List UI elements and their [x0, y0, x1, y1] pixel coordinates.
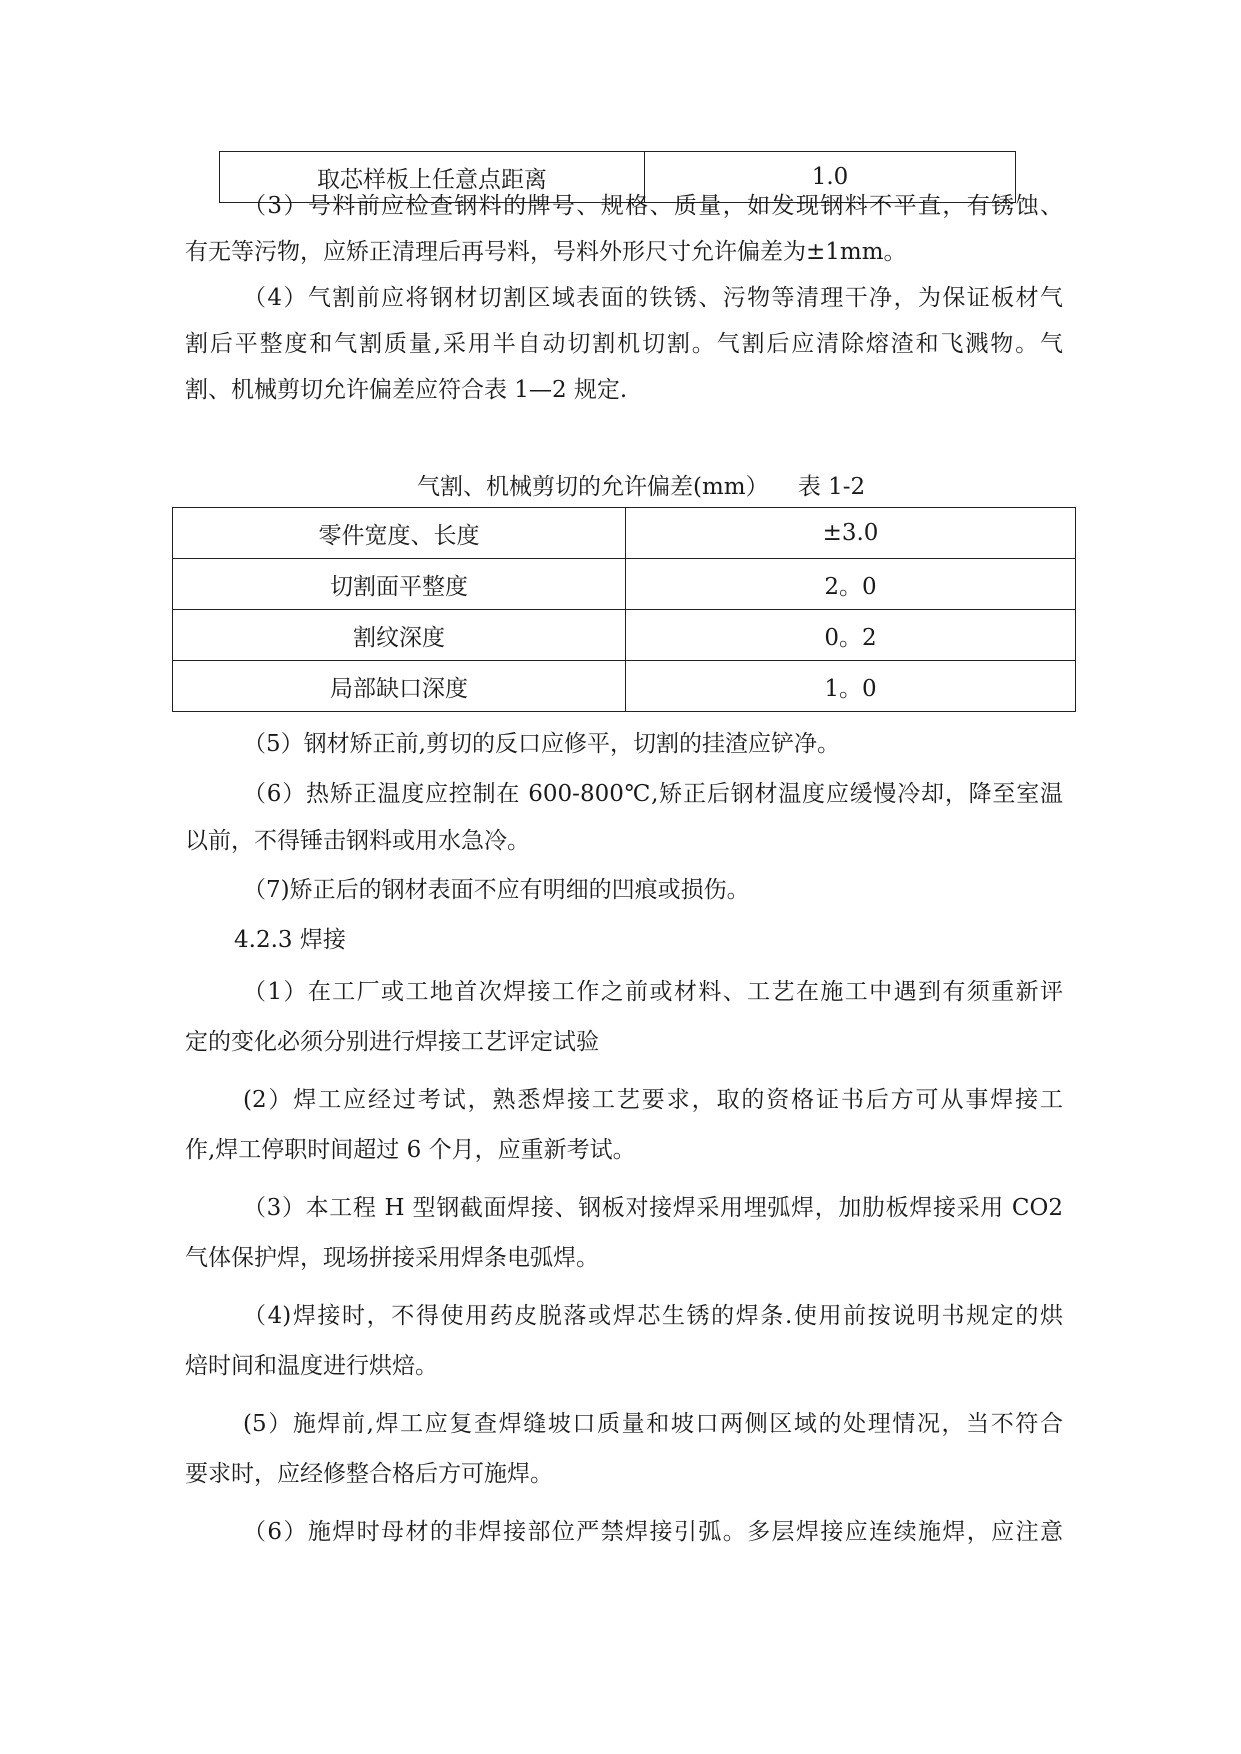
paragraph-line: （3）本工程 H 型钢截面焊接、钢板对接焊采用埋弧焊，加肋板焊接采用 CO2	[243, 1195, 1063, 1221]
table-cell: 局部缺口深度	[173, 661, 626, 712]
paragraph-line: 气体保护焊，现场拼接采用焊条电弧焊。	[185, 1245, 599, 1271]
table-row	[173, 508, 1076, 559]
paragraph-line: 作,焊工停职时间超过 6 个月，应重新考试。	[185, 1137, 636, 1163]
table-cell: ±3.0	[626, 508, 1076, 559]
paragraph-line: (2）焊工应经过考试，熟悉焊接工艺要求，取的资格证书后方可从事焊接工	[243, 1087, 1063, 1113]
table-cell: 0。2	[626, 610, 1076, 661]
paragraph-line: (5）施焊前,焊工应复查焊缝坡口质量和坡口两侧区域的处理情况，当不符合	[243, 1411, 1063, 1437]
paragraph-line: （1）在工厂或工地首次焊接工作之前或材料、工艺在施工中遇到有须重新评	[243, 979, 1063, 1005]
paragraph-line: 要求时，应经修整合格后方可施焊。	[185, 1461, 553, 1487]
table-row	[173, 661, 1076, 712]
tolerance-table	[172, 507, 1076, 712]
paragraph-line: （4）气割前应将钢材切割区域表面的铁锈、污物等清理干净，为保证板材气	[243, 285, 1063, 311]
table-cell: 切割面平整度	[173, 559, 626, 610]
paragraph-line: 以前，不得锤击钢料或用水急冷。	[185, 828, 530, 854]
paragraph-line: （6）施焊时母材的非焊接部位严禁焊接引弧。多层焊接应连续施焊，应注意	[243, 1519, 1063, 1545]
table-row	[173, 559, 1076, 610]
section-heading: 4.2.3 焊接	[234, 927, 346, 953]
table-row	[173, 610, 1076, 661]
table-cell: 2。0	[626, 559, 1076, 610]
paragraph-line: （4)焊接时，不得使用药皮脱落或焊芯生锈的焊条.使用前按说明书规定的烘	[243, 1303, 1063, 1329]
paragraph-line: 割后平整度和气割质量,采用半自动切割机切割。气割后应清除熔渣和飞溅物。气	[185, 331, 1063, 357]
paragraph-line: 割、机械剪切允许偏差应符合表 1—2 规定.	[185, 377, 628, 403]
paragraph-line: 定的变化必须分别进行焊接工艺评定试验	[185, 1029, 599, 1055]
paragraph-line: （6）热矫正温度应控制在 600-800℃,矫正后钢材温度应缓慢冷却，降至室温	[243, 781, 1063, 807]
paragraph-line: 有无等污物，应矫正清理后再号料，号料外形尺寸允许偏差为±1mm。	[185, 239, 907, 265]
paragraph-line: （3）号料前应检查钢料的牌号、规格、质量，如发现钢料不平直，有锈蚀、	[243, 193, 1063, 219]
table-cell: 1。0	[626, 661, 1076, 712]
table-cell: 割纹深度	[173, 610, 626, 661]
paragraph-line: （5）钢材矫正前,剪切的反口应修平，切割的挂渣应铲净。	[243, 731, 840, 757]
table-caption: 气割、机械剪切的允许偏差(mm） 表 1-2	[417, 474, 866, 500]
table-cell: 取芯样板上任意点距离	[220, 152, 645, 203]
table-cell: 1.0	[645, 152, 1016, 203]
paragraph-line: 焙时间和温度进行烘焙。	[185, 1353, 438, 1379]
paragraph-line: （7)矫正后的钢材表面不应有明细的凹痕或损伤。	[243, 877, 750, 903]
table-cell: 零件宽度、长度	[173, 508, 626, 559]
